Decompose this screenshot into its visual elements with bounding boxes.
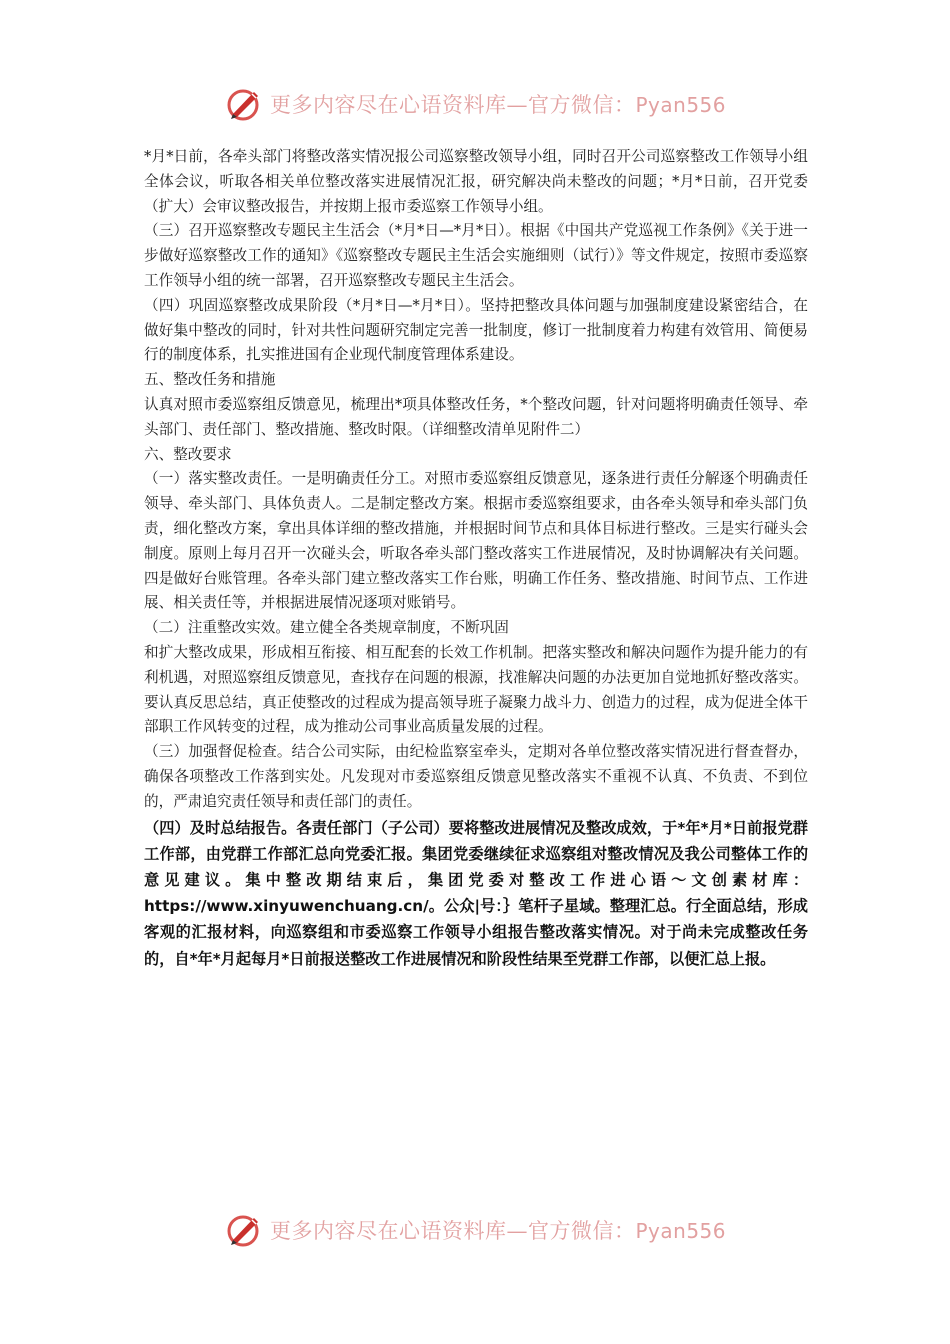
banner-wechat-id: Pyan556 bbox=[635, 93, 726, 117]
banner-text bbox=[270, 89, 726, 119]
bold-paragraph: （四）及时总结报告。各责任部门（子公司）要将整改进展情况及整改成效，于*年*月*日前报党群工作部，由党群工作部汇总向党委汇报。集团党委继续征求巡察组对整改情况及我公司整体工作的意见建议。集中整改期结束后，集团党委对整改工作进心语～文创素材库：https://www.xinyuwenchuang.cn/。公众|号：｝笔杆子星域。整理汇总。行全面总结，形成客观的汇报材料，向巡察组和市委巡察工作领导小组报告整改落实情况。对于尚未完成整改任务的，自*年*月起每月*日前报送整改工作进展情况和阶段性结果至党群工作部，以便汇总上报。 bbox=[144, 818, 808, 968]
paragraph: （三）加强督促检查。结合公司实际，由纪检监察室牵头，定期对各单位整改落实情况进行督查督办，确保各项整改工作落到实处。凡发现对市委巡察组反馈意见整改落实不重视不认真、不负责、不到位的，严肃追究责任领导和责任部门的责任。 bbox=[144, 743, 808, 810]
document-body bbox=[144, 145, 808, 972]
paragraph: （三）召开巡察整改专题民主生活会（*月*日—*月*日）。根据《中国共产党巡视工作条例》《关于进一步做好巡察整改工作的通知》《巡察整改专题民主生活会实施细则（试行）》等文件规定，按照市委巡察工作领导小组的统一部署，召开巡察整改专题民主生活会。 bbox=[144, 222, 808, 289]
footer-banner bbox=[0, 1208, 950, 1252]
section-heading: 五、整改任务和措施 bbox=[144, 371, 276, 389]
pen-logo-icon bbox=[224, 1210, 264, 1250]
paragraph: *月*日前，各牵头部门将整改落实情况报公司巡察整改领导小组，同时召开公司巡察整改工作领导小组全体会议，听取各相关单位整改落实进展情况汇报，研究解决尚未整改的问题；*月*日前，召开党委（扩大）会审议整改报告，并按期上报市委巡察工作领导小组。 bbox=[144, 148, 808, 215]
paragraph: （四）巩固巡察整改成果阶段（*月*日—*月*日）。坚持把整改具体问题与加强制度建设紧密结合，在做好集中整改的同时，针对共性问题研究制定完善一批制度，修订一批制度着力构建有效管用、简便易行的制度体系，扎实推进国有企业现代制度管理体系建设。 bbox=[144, 296, 808, 364]
pen-logo-icon bbox=[224, 84, 264, 124]
banner-text bbox=[270, 1215, 726, 1245]
banner-label: 更多内容尽在心语资料库—官方微信： bbox=[269, 1219, 636, 1243]
paragraph: （一）落实整改责任。一是明确责任分工。对照市委巡察组反馈意见，逐条进行责任分解逐个明确责任领导、牵头部门、具体负责人。二是制定整改方案。根据市委巡察组要求，由各牵头领导和牵头部门负责，细化整改方案，拿出具体详细的整改措施，并根据时间节点和具体目标进行整改。三是实行碰头会制度。原则上每月召开一次碰头会，听取各牵头部门整改落实工作进展情况，及时协调解决有关问题。四是做好台账管理。各牵头部门建立整改落实工作台账，明确工作任务、整改措施、时间节点、工作进展、相关责任等，并根据进展情况逐项对账销号。 bbox=[144, 470, 808, 612]
banner-label: 更多内容尽在心语资料库—官方微信： bbox=[269, 93, 636, 117]
section-heading: 六、整改要求 bbox=[144, 445, 232, 463]
paragraph: 和扩大整改成果，形成相互衔接、相互配套的长效工作机制。把落实整改和解决问题作为提升能力的有利机遇，对照巡察组反馈意见，查找存在问题的根源，找准解决问题的办法更加自觉地抓好整改落实。要认真反思总结，真正使整改的过程成为提高领导班子凝聚力战斗力、创造力的过程，成为促进全体干部职工作风转变的过程，成为推动公司事业高质量发展的过程。 bbox=[144, 643, 808, 736]
paragraph: 认真对照市委巡察组反馈意见，梳理出*项具体整改任务，*个整改问题，针对问题将明确责任领导、牵头部门、责任部门、整改措施、整改时限。（详细整改清单见附件二） bbox=[144, 395, 808, 438]
banner-wechat-id: Pyan556 bbox=[635, 1219, 726, 1243]
paragraph: （二）注重整改实效。建立健全各类规章制度，不断巩固 bbox=[144, 619, 509, 637]
header-banner bbox=[0, 82, 950, 126]
